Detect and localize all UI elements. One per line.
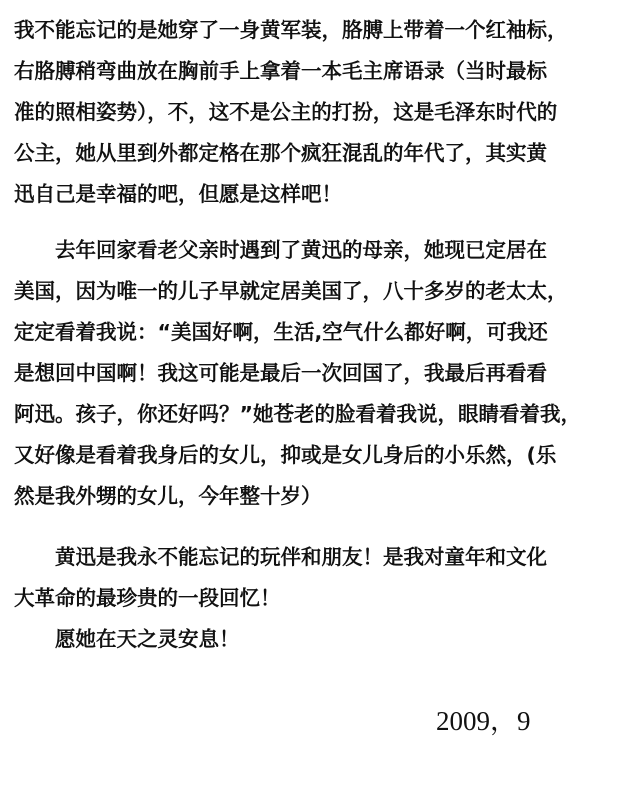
text-line: 大革命的最珍贵的一段回忆！: [14, 586, 281, 610]
paragraph-1: [14, 10, 614, 215]
text-line: 愿她在天之灵安息！: [55, 627, 240, 651]
text-line: 黄迅是我永不能忘记的玩伴和朋友！是我对童年和文化: [55, 545, 547, 569]
text-line: 右胳膊稍弯曲放在胸前手上拿着一本毛主席语录（当时最标: [14, 59, 547, 83]
paragraph-3: [14, 537, 614, 619]
text-line: 公主，她从里到外都定格在那个疯狂混乱的年代了，其实黄: [14, 141, 547, 165]
date-signature: 2009，9: [436, 706, 531, 736]
text-line: 又好像是看着我身后的女儿，抑或是女儿身后的小乐然，(乐: [14, 443, 557, 467]
text-line: 定定看着我说：“美国好啊，生活,空气什么都好啊，可我还: [14, 320, 548, 344]
paragraph-2: [14, 230, 614, 517]
text-line: 阿迅。孩子，你还好吗？”她苍老的脸看着我说，眼睛看着我，: [14, 402, 581, 426]
text-line: 是想回中国啊！我这可能是最后一次回国了，我最后再看看: [14, 361, 547, 385]
text-line: 然是我外甥的女儿，今年整十岁）: [14, 484, 322, 508]
text-line: 迅自己是幸福的吧，但愿是这样吧！: [14, 182, 342, 206]
text-line: 我不能忘记的是她穿了一身黄军装，胳膊上带着一个红袖标，: [14, 18, 568, 42]
paragraph-4: [14, 619, 614, 660]
text-line: 去年回家看老父亲时遇到了黄迅的母亲，她现已定居在: [55, 238, 547, 262]
text-line: 美国，因为唯一的儿子早就定居美国了，八十多岁的老太太，: [14, 279, 568, 303]
text-line: 准的照相姿势），不，这不是公主的打扮，这是毛泽东时代的: [14, 100, 558, 124]
